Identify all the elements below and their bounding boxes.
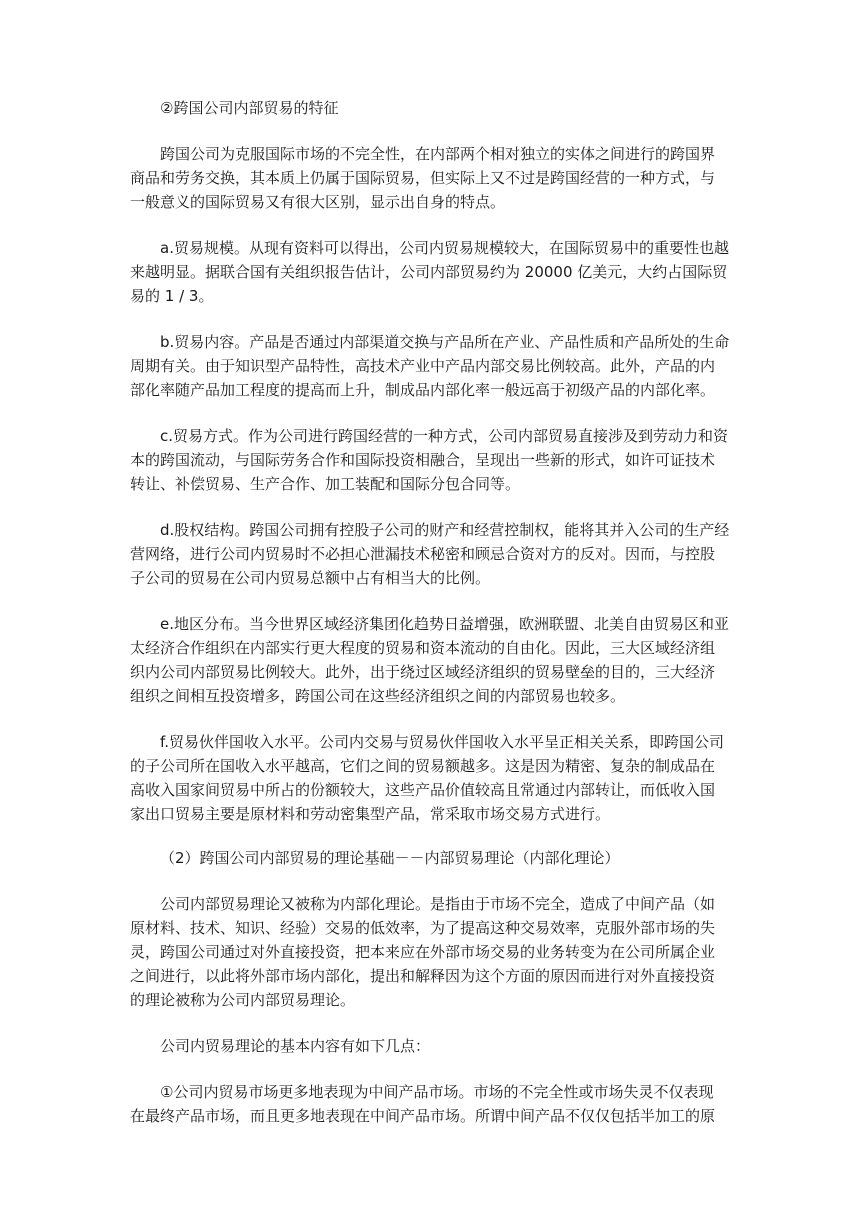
feature-item-a <box>130 236 738 308</box>
paragraph-line: 本的跨国流动，与国际劳务合作和国际投资相融合，呈现出一些新的形式，如许可证技术 <box>130 451 716 469</box>
paragraph-line: 跨国公司为克服国际市场的不完全性，在内部两个相对独立的实体之间进行的跨国界 <box>160 145 716 163</box>
paragraph-line: 高收入国家间贸易中所占的份额较大，这些产品价值较高且常通过内部转让，而低收入国 <box>130 781 716 799</box>
paragraph-line: 原材料、技术、知识、经验）交易的低效率，为了提高这种交易效率，克服外部市场的失 <box>130 919 716 937</box>
paragraph-line: 织内公司内部贸易比例较大。此外，出于绕过区域经济组织的贸易壁垒的目的，三大经济 <box>130 663 716 681</box>
subsection-heading: （2）跨国公司内部贸易的理论基础－－内部贸易理论（内部化理论） <box>160 849 620 867</box>
basics-intro: 公司内贸易理论的基本内容有如下几点： <box>160 1037 431 1055</box>
paragraph-line: 周期有关。由于知识型产品特性，高技术产业中产品内部交易比例较高。此外，产品的内 <box>130 357 716 375</box>
paragraph-line: a.贸易规模。从现有资料可以得出，公司内贸易规模较大，在国际贸易中的重要性也越 <box>160 239 729 257</box>
paragraph-line: ①公司内贸易市场更多地表现为中间产品市场。市场的不完全性或市场失灵不仅表现 <box>160 1083 714 1101</box>
point-one-paragraph <box>130 1080 738 1128</box>
paragraph-line: f.贸易伙伴国收入水平。公司内交易与贸易伙伴国收入水平呈正相关关系，即跨国公司 <box>160 733 724 751</box>
paragraph-line: 之间进行，以此将外部市场内部化，提出和解释因为这个方面的原因而进行对外直接投资 <box>130 967 716 985</box>
paragraph-line: 的理论被称为公司内部贸易理论。 <box>130 991 356 1009</box>
paragraph-line: 在最终产品市场，而且更多地表现在中间产品市场。所谓中间产品不仅仅包括半加工的原 <box>130 1107 716 1125</box>
feature-item-e <box>130 612 738 708</box>
paragraph-line: 易的 1 / 3。 <box>130 287 214 305</box>
feature-item-f <box>130 730 738 826</box>
paragraph-line: d.股权结构。跨国公司拥有控股子公司的财产和经营控制权，能将其并入公司的生产经 <box>160 521 730 539</box>
paragraph-line: 灵，跨国公司通过对外直接投资，把本来应在外部市场交易的业务转变为在公司所属企业 <box>130 943 716 961</box>
paragraph-line: 一般意义的国际贸易又有很大区别，显示出自身的特点。 <box>130 193 506 211</box>
paragraph-line: 部化率随产品加工程度的提高而上升，制成品内部化率一般远高于初级产品的内部化率。 <box>130 381 716 399</box>
intro-paragraph <box>130 142 738 214</box>
paragraph-line: 商品和劳务交换，其本质上仍属于国际贸易，但实际上又不过是跨国经营的一种方式，与 <box>130 169 716 187</box>
paragraph-line: 来越明显。据联合国有关组织报告估计，公司内部贸易约为 20000 亿美元，大约占国际贸 <box>130 263 728 281</box>
paragraph-line: 家出口贸易主要是原材料和劳动密集型产品，常采取市场交易方式进行。 <box>130 805 611 823</box>
paragraph-line: 转让、补偿贸易、生产合作、加工装配和国际分包合同等。 <box>130 475 521 493</box>
feature-item-d <box>130 518 738 590</box>
paragraph-line: c.贸易方式。作为公司进行跨国经营的一种方式，公司内部贸易直接涉及到劳动力和资 <box>160 427 729 445</box>
paragraph-line: 组织之间相互投资增多，跨国公司在这些经济组织之间的内部贸易也较多。 <box>130 687 626 705</box>
paragraph-line: 营网络，进行公司内贸易时不必担心泄漏技术秘密和顾忌合资对方的反对。因而，与控股 <box>130 545 716 563</box>
theory-paragraph <box>130 892 738 1012</box>
document-page <box>130 96 738 1128</box>
section-heading: ②跨国公司内部贸易的特征 <box>160 99 339 117</box>
paragraph-line: b.贸易内容。产品是否通过内部渠道交换与产品所在产业、产品性质和产品所处的生命 <box>160 333 730 351</box>
paragraph-line: e.地区分布。当今世界区域经济集团化趋势日益增强，欧洲联盟、北美自由贸易区和亚 <box>160 615 730 633</box>
paragraph-line: 的子公司所在国收入水平越高，它们之间的贸易额越多。这是因为精密、复杂的制成品在 <box>130 757 716 775</box>
feature-item-b <box>130 330 738 402</box>
paragraph-line: 公司内部贸易理论又被称为内部化理论。是指由于市场不完全，造成了中间产品（如 <box>160 895 716 913</box>
paragraph-line: 子公司的贸易在公司内贸易总额中占有相当大的比例。 <box>130 569 491 587</box>
feature-item-c <box>130 424 738 496</box>
paragraph-line: 太经济合作组织在内部实行更大程度的贸易和资本流动的自由化。因此，三大区域经济组 <box>130 639 716 657</box>
